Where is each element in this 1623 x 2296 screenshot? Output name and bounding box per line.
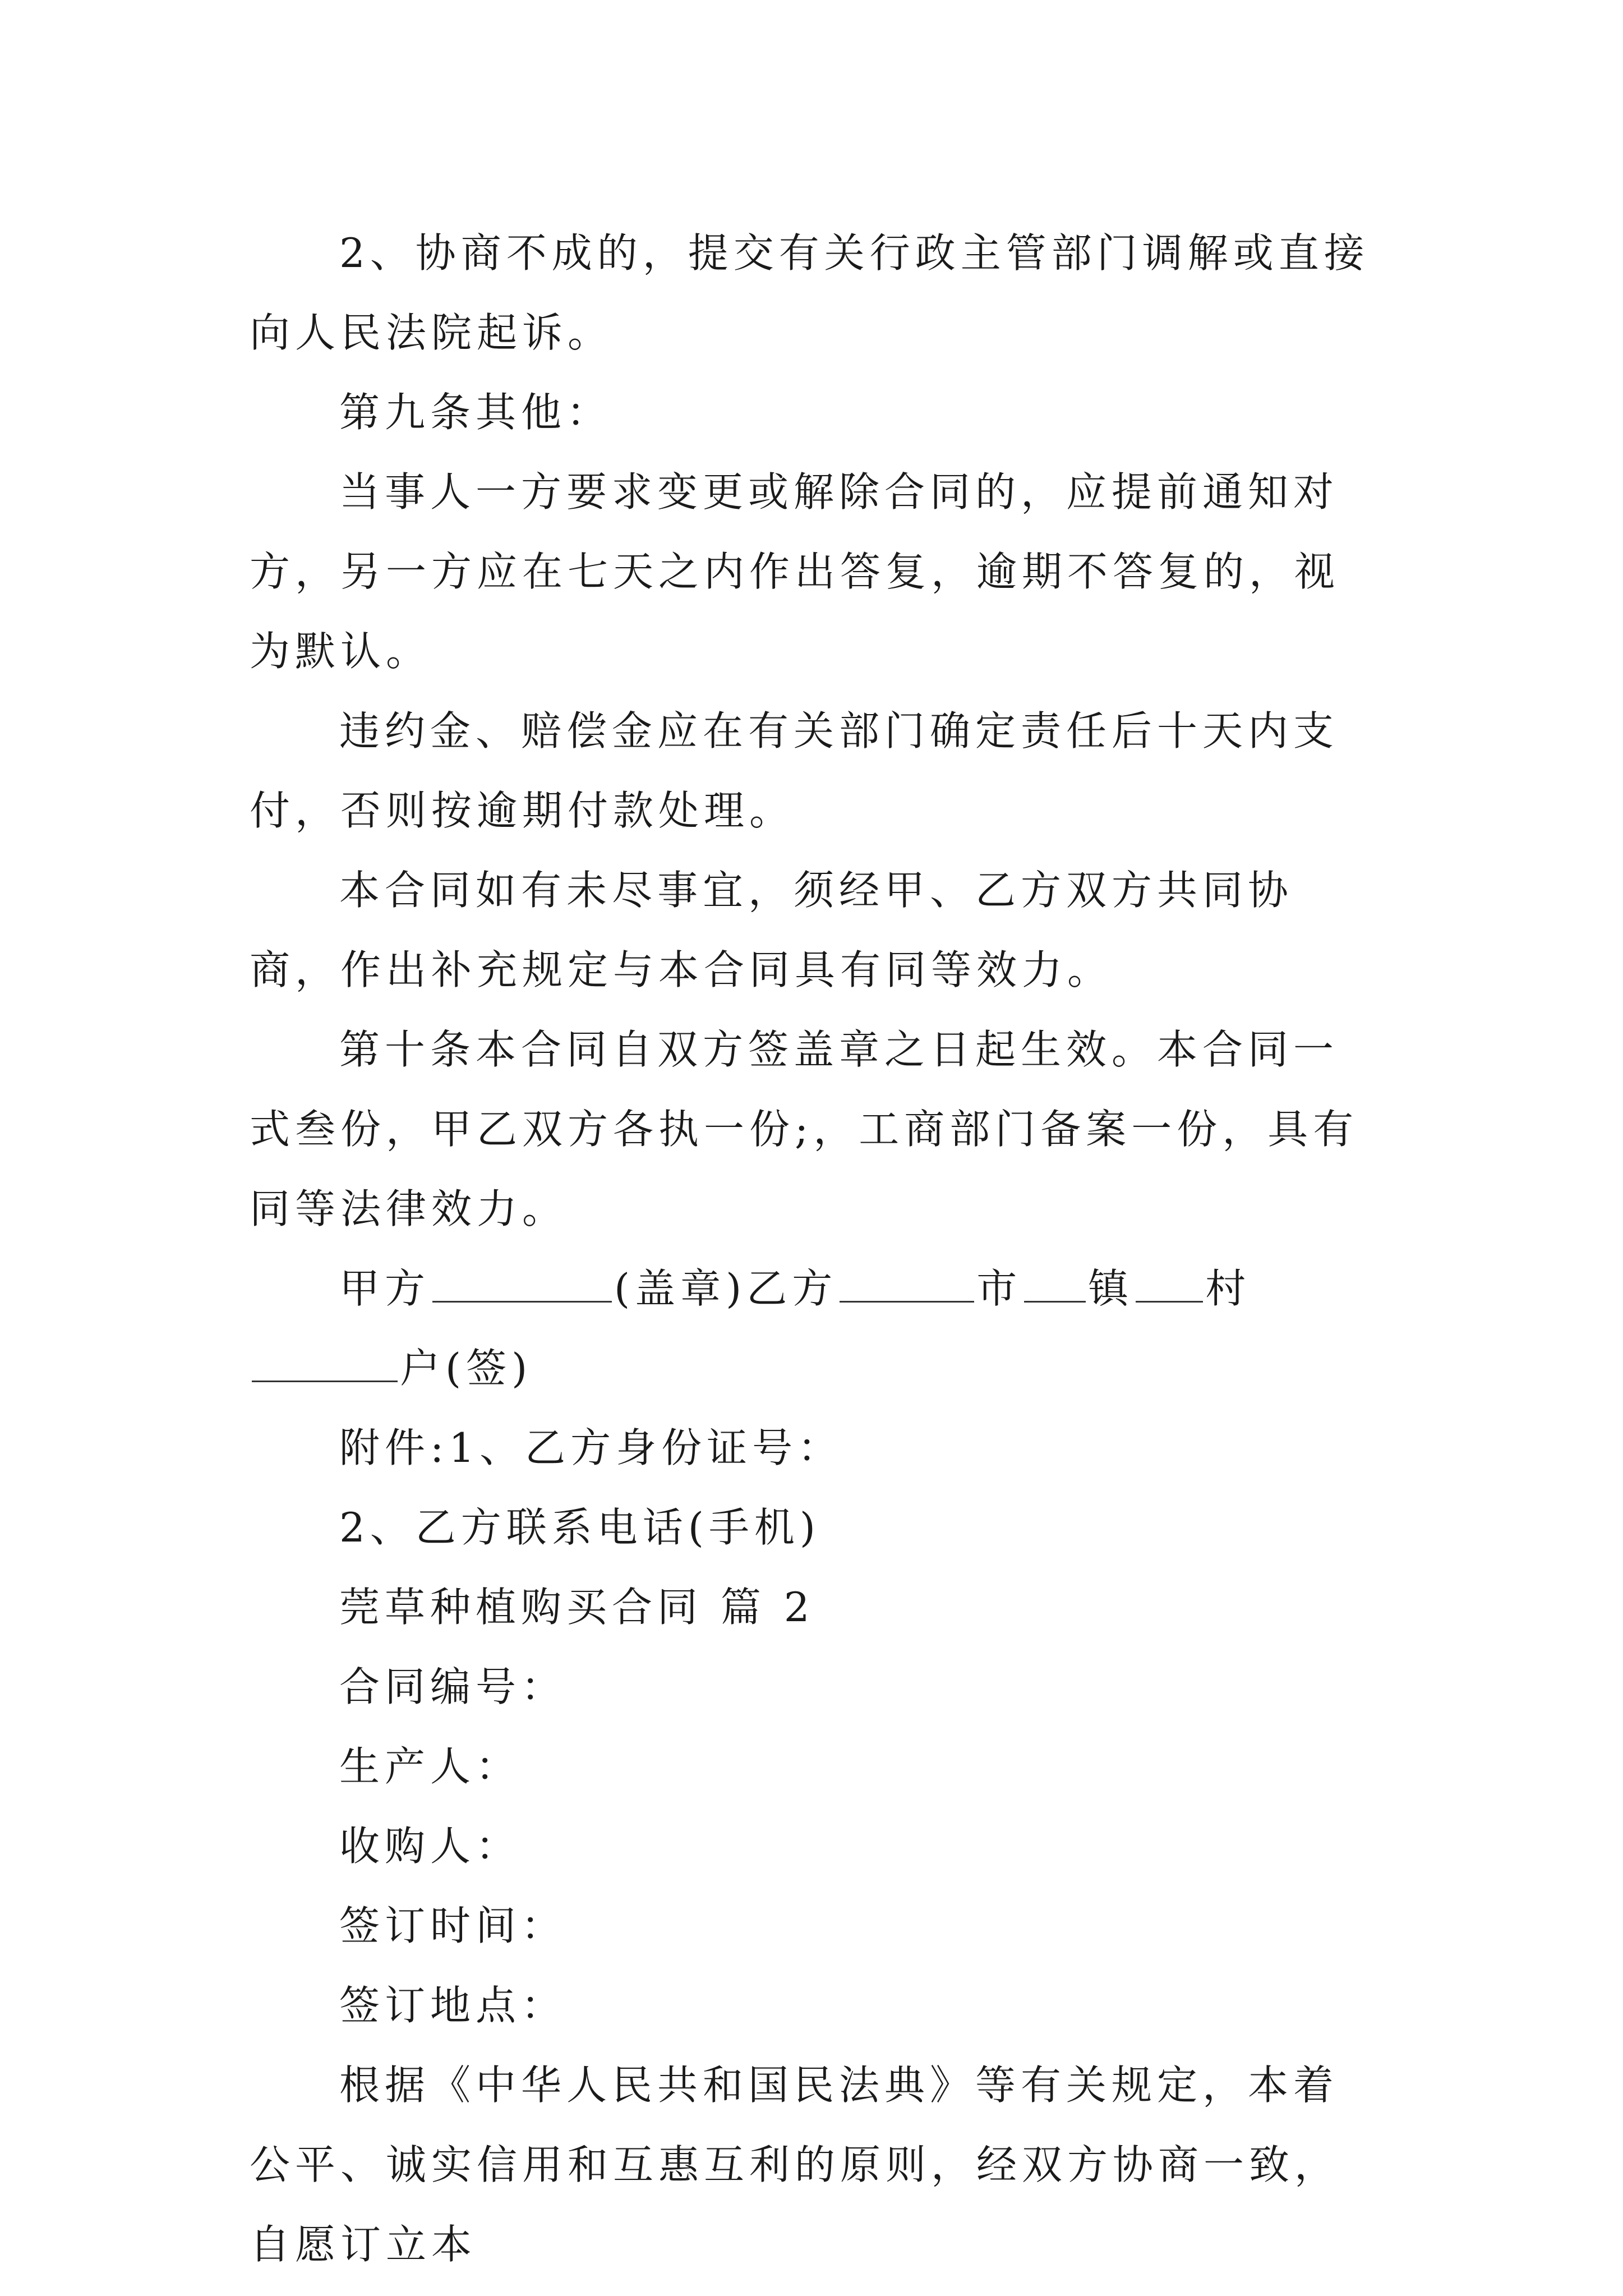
paragraph-penalty-payment: 违约金、赔偿金应在有关部门确定责任后十天内支付，否则按逾期付款处理。 — [250, 707, 1339, 834]
paragraph-supplementary-terms: 本合同如有未尽事宜，须经甲、乙方双方共同协商，作出补充规定与本合同具有同等效力。 — [250, 867, 1294, 993]
document-body — [250, 213, 1371, 2284]
paragraph-dispute-resolution: 2、协商不成的，提交有关行政主管部门调解或直接向人民法院起诉。 — [250, 229, 1370, 356]
article-ten-effectiveness: 第十条本合同自双方签盖章之日起生效。本合同一式叁份，甲乙双方各执一份;，工商部门备案一份，具有同等法律效力。 — [250, 1026, 1359, 1232]
signature-line — [250, 1249, 1371, 1408]
household-sign-label: 户(签) — [400, 1345, 533, 1392]
field-sign-place: 签订地点： — [339, 1982, 567, 2029]
party-b-blank — [840, 1260, 974, 1303]
attachment-id-number: 附件:1、乙方身份证号： — [339, 1424, 843, 1471]
town-blank — [1136, 1260, 1203, 1303]
field-purchaser: 收购人： — [339, 1823, 522, 1870]
seal-party-b-label: (盖章)乙方 — [614, 1265, 838, 1312]
paragraph-legal-basis: 根据《中华人民共和国民法典》等有关规定，本着公平、诚实信用和互惠互利的原则，经双方协商一致，自愿订立本 — [250, 2062, 1340, 2268]
field-contract-number: 合同编号： — [339, 1663, 567, 1710]
town-label: 镇 — [1088, 1265, 1134, 1312]
paragraph-contract-change: 当事人一方要求变更或解除合同的，应提前通知对方，另一方应在七天之内作出答复，逾期不答复的，视为默认。 — [250, 468, 1340, 675]
party-a-label: 甲方 — [339, 1265, 431, 1312]
field-sign-date: 签订时间： — [339, 1902, 567, 1949]
party-a-blank — [432, 1260, 612, 1303]
village-blank — [252, 1340, 398, 1382]
field-producer: 生产人： — [339, 1743, 522, 1790]
village-label: 村 — [1205, 1265, 1251, 1312]
section-two-title: 莞草种植购买合同 篇 2 — [339, 1584, 815, 1631]
attachment-phone: 2、乙方联系电话(手机) — [339, 1504, 820, 1551]
city-label: 市 — [976, 1265, 1022, 1312]
city-blank — [1024, 1260, 1086, 1303]
article-nine-heading: 第九条其他： — [339, 389, 612, 436]
